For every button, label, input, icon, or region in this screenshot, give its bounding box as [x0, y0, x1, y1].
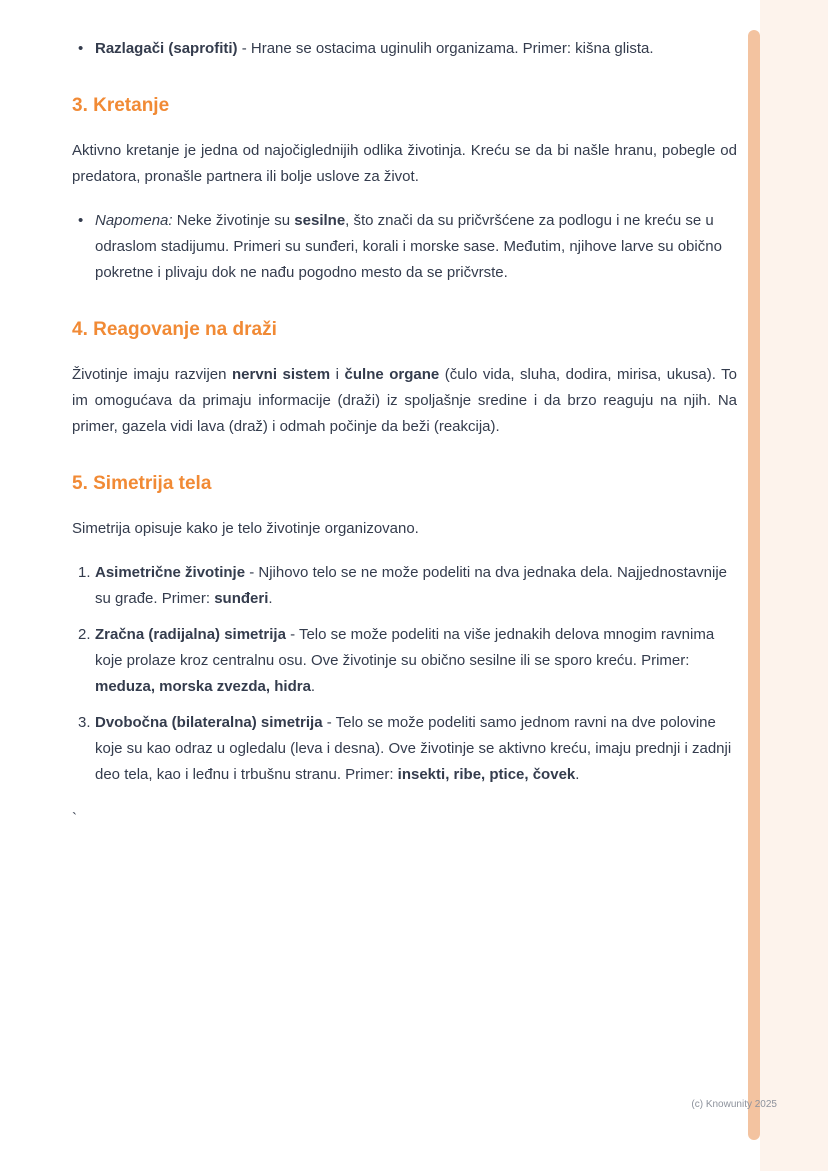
paragraph-reagovanje: Životinje imaju razvijen nervni sistem i čulne organe (čulo vida, sluha, dodira, mirisa, ukusa). To im omogućava da primaju informacije (draži) iz spoljašnje sredine i da brzo reaguju na njih. Na primer, gazela vidi lava (draž) i odmah počinje da beži (reakcija).	[72, 366, 738, 435]
item-number: 1.	[78, 564, 91, 581]
numbered-item-text: Dvobočna (bilateralna) simetrija - Telo se može podeliti samo jednom ravni na dve polovine koje su kao odraz u ogledalu (leva i desna). Ove životinje se aktivno kreću, imaju prednji i zadnji deo tela, kao i leđnu i trbušnu stranu. Primer: insekti, ribe, ptice, čovek.	[95, 714, 732, 783]
page-margin-panel	[760, 0, 828, 1171]
paragraph-simetrija: Simetrija opisuje kako je telo životinje organizovano.	[72, 520, 419, 537]
section-heading-simetrija: 5. Simetrija tela	[72, 473, 212, 494]
stray-character: `	[72, 810, 77, 827]
numbered-item-asimetricne	[72, 560, 737, 612]
kretanje-note-list	[72, 208, 737, 286]
numbered-item-zracna	[72, 622, 737, 700]
numbered-item-text: Asimetrične životinje - Njihovo telo se ne može podeliti na dva jednaka dela. Najjednostavnije su građe. Primer: sunđeri.	[95, 564, 728, 607]
section-heading-kretanje: 3. Kretanje	[72, 95, 170, 116]
list-item-razlagaci	[72, 36, 737, 62]
note-text: Napomena: Neke životinje su sesilne, što znači da su pričvršćene za podlogu i ne kreću se u odraslom stadijumu. Primeri su sunđeri, korali i morske sase. Međutim, njihove larve su obično pokretne i plivaju dok ne nađu pogodno mesto da se pričvrste.	[95, 212, 722, 281]
accent-stripe	[748, 30, 760, 1140]
numbered-item-text: Zračna (radijalna) simetrija - Telo se može podeliti na više jednakih delova mnogim ravnima koje prolaze kroz centralnu osu. Ove životinje su obično sesilne ili se sporo kreću. Primer: meduza, morska zvezda, hidra.	[95, 626, 715, 695]
bullet-icon: •	[78, 40, 84, 57]
paragraph-kretanje: Aktivno kretanje je jedna od najočiglednijih odlika životinja. Kreću se da bi našle hranu, pobegle od predatora, pronašle partnera ili bolje uslove za život.	[72, 142, 737, 185]
section-heading-reagovanje: 4. Reagovanje na draži	[72, 319, 277, 340]
document-content	[72, 0, 737, 832]
bullet-icon: •	[78, 212, 84, 229]
item-number: 2.	[78, 626, 91, 643]
item-number: 3.	[78, 714, 91, 731]
list-item-napomena	[72, 208, 737, 286]
list-item-text: Razlagači (saprofiti) - Hrane se ostacima uginulih organizama. Primer: kišna glista.	[95, 40, 654, 57]
footer-credit: (c) Knowunity 2025	[691, 1099, 777, 1110]
symmetry-numbered-list	[72, 560, 737, 788]
numbered-item-dvobocna	[72, 710, 737, 788]
decomposers-list	[72, 36, 737, 62]
